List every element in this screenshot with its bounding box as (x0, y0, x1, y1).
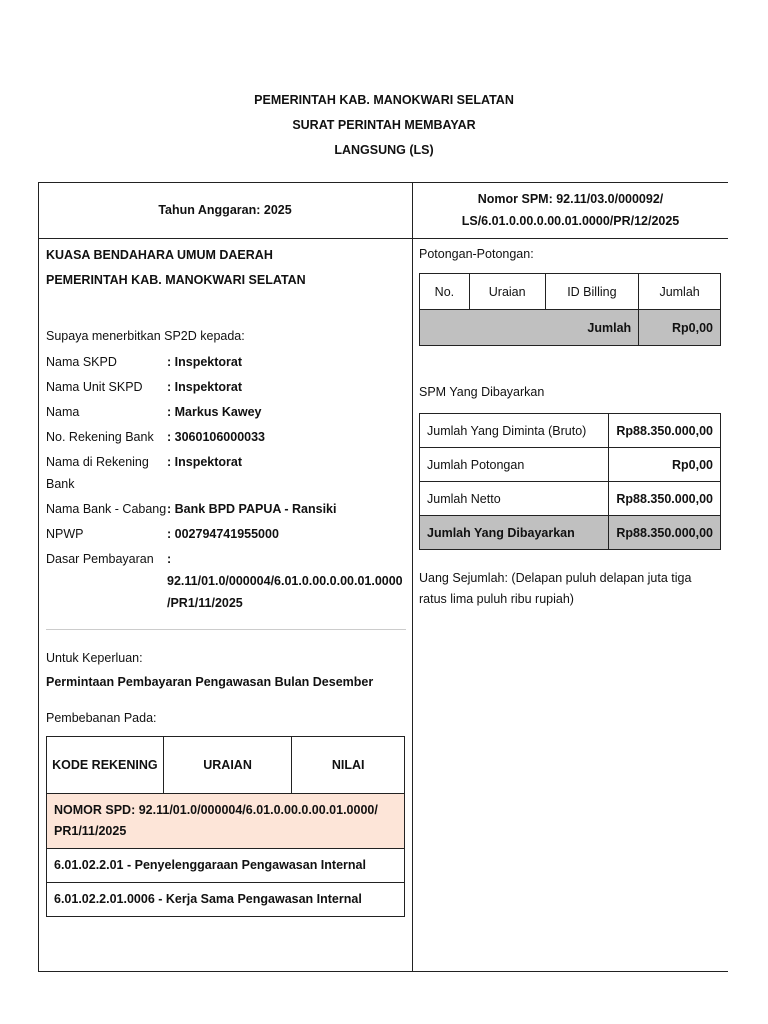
right-column (419, 243, 722, 610)
potongan-table (419, 273, 721, 346)
table-header-row (420, 274, 721, 310)
potongan-label: Potongan-Potongan: (419, 247, 534, 261)
field-value: : Markus Kawey (167, 405, 262, 419)
column-header: URAIAN (163, 737, 292, 794)
column-header: NILAI (292, 737, 405, 794)
field-value: : 92.11/01.0/000004/6.01.0.00.0.00.01.0000 /PR1/11/2025 (167, 552, 403, 610)
table-row (420, 482, 721, 516)
field-row (46, 376, 406, 398)
spd-row (47, 794, 405, 849)
kuasa-line2: PEMERINTAH KAB. MANOKWARI SELATAN (46, 273, 306, 287)
spd-cell: NOMOR SPD: 92.11/01.0/000004/6.01.0.00.0.00.01.0000/ PR1/11/2025 (47, 794, 405, 849)
spm-table (419, 413, 721, 550)
total-label: Jumlah Yang Dibayarkan (420, 516, 609, 550)
column-header: ID Billing (545, 274, 639, 310)
spm-label: SPM Yang Dibayarkan (419, 385, 545, 399)
field-label: Nama di Rekening Bank (46, 455, 149, 491)
field-label: Dasar Pembayaran (46, 552, 154, 566)
table-cell: 6.01.02.2.01 - Penyelenggaraan Pengawasan Internal (47, 849, 405, 883)
document-header (0, 88, 768, 163)
row-label: Jumlah Netto (420, 482, 609, 516)
sum-label: Jumlah (420, 310, 639, 346)
field-label: Nama SKPD (46, 355, 117, 369)
field-row (46, 451, 406, 495)
row-amount: Rp88.350.000,00 (609, 414, 721, 448)
field-row (46, 426, 406, 448)
field-value: : 3060106000033 (167, 430, 266, 444)
field-label: NPWP (46, 527, 84, 541)
supaya-text: Supaya menerbitkan SP2D kepada: (46, 329, 245, 343)
column-header: Jumlah (639, 274, 721, 310)
nomor-spm-line1: Nomor SPM: 92.11/03.0/000092/ (477, 192, 664, 206)
government-name: PEMERINTAH KAB. MANOKWARI SELATAN (254, 93, 514, 107)
column-divider (412, 182, 413, 972)
section-divider (46, 629, 406, 630)
field-row (46, 351, 406, 373)
pembebanan-label: Pembebanan Pada: (46, 711, 157, 725)
kuasa-line1: KUASA BENDAHARA UMUM DAERAH (46, 248, 273, 262)
field-row (46, 498, 406, 520)
table-header-row (47, 737, 405, 794)
row-amount: Rp0,00 (609, 448, 721, 482)
field-value: : Inspektorat (167, 355, 243, 369)
field-label: Nama Bank - Cabang (46, 502, 167, 516)
keperluan-value: Permintaan Pembayaran Pengawasan Bulan Desember (46, 675, 374, 689)
field-row (46, 548, 406, 614)
table-row (420, 414, 721, 448)
column-header: Uraian (469, 274, 545, 310)
field-value: : Bank BPD PAPUA - Ransiki (167, 502, 337, 516)
potongan-sum-row (420, 310, 721, 346)
payee-info (46, 351, 406, 614)
terbilang-text: Uang Sejumlah: (Delapan puluh delapan juta tiga ratus lima puluh ribu rupiah) (419, 571, 692, 606)
spm-total-row (420, 516, 721, 550)
table-row (420, 448, 721, 482)
document-title: SURAT PERINTAH MEMBAYAR (292, 118, 476, 132)
row-label: Jumlah Potongan (420, 448, 609, 482)
field-row (46, 401, 406, 423)
field-label: Nama Unit SKPD (46, 380, 143, 394)
field-label: Nama (46, 405, 80, 419)
table-row (47, 883, 405, 917)
kode-rekening-table (46, 736, 405, 917)
table-row (47, 849, 405, 883)
field-value: : 002794741955000 (167, 527, 279, 541)
nomor-spm-line2: LS/6.01.0.00.0.00.01.0000/PR/12/2025 (461, 214, 680, 228)
kuasa-block (46, 243, 406, 293)
document-subtitle: LANGSUNG (LS) (334, 143, 434, 157)
field-row (46, 523, 406, 545)
total-amount: Rp88.350.000,00 (609, 516, 721, 550)
sum-value: Rp0,00 (639, 310, 721, 346)
field-label: No. Rekening Bank (46, 430, 154, 444)
left-column (46, 243, 406, 917)
column-header: No. (420, 274, 470, 310)
table-cell: 6.01.02.2.01.0006 - Kerja Sama Pengawasan Internal (47, 883, 405, 917)
header-row-divider (38, 238, 728, 239)
nomor-spm (413, 182, 728, 238)
field-value: : Inspektorat (167, 455, 243, 469)
tahun-anggaran: Tahun Anggaran: 2025 (158, 203, 292, 217)
field-value: : Inspektorat (167, 380, 243, 394)
row-amount: Rp88.350.000,00 (609, 482, 721, 516)
keperluan-label: Untuk Keperluan: (46, 651, 143, 665)
column-header: KODE REKENING (47, 737, 164, 794)
row-label: Jumlah Yang Diminta (Bruto) (420, 414, 609, 448)
